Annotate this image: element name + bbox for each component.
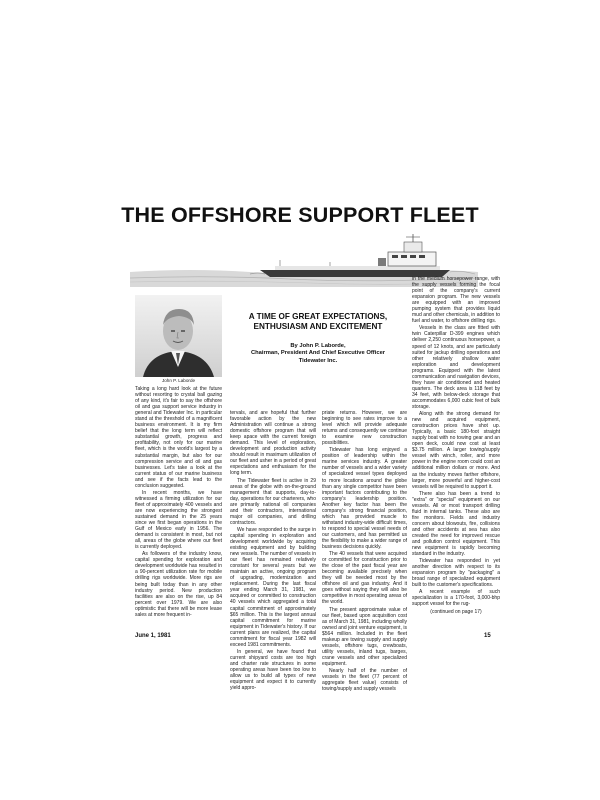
paragraph: The 40 vessels that were acquired or committed for construction prior to the close of the past fiscal year are becoming available precisely when they will be needed most by the offshore oil and gas industry. And it goes without saying they will also be competitive in most operating areas of the world. [322,551,407,606]
paragraph: Taking a long hard look at the future without resorting to crystal ball gazing of any kind, it's fair to say the offshore oil and gas support service industry in general and Tidewater Inc. in particular stand at the threshold of a magnificent business environment. It is my firm belief that the long term will reflect substantial growth, progress and profitability, not only for our marine fleet, which is the world's largest by a substantial margin, but also for our compression service and oil and gas businesses. Let's take a look at the current status of our marine business and see if the facts lead to the conclusion suggested. [135,386,222,489]
paragraph: Along with the strong demand for new and acquired equipment, construction prices have shot up. Typically, a basic 180-foot straight supply boat with no towing gear and an open deck, could now cost at least $3.75 million. A larger towing/supply vessel with winch, roller, and more power in the engine room could cost an additional million dollars or more. And as the industry moves farther offshore, larger, more powerful and higher-cost vessels will be required to support it. [412,411,500,490]
headline: THE OFFSHORE SUPPORT FLEET [121,203,479,227]
paragraph: As followers of the industry know, capital spending for exploration and development worldwide has resulted in a 90-percent utilization rate for mobile drilling rigs worldwide. More rigs are being built today than in any other industry period. New production facilities are also on the rise, up 84 percent over 1979. We are also optimistic that there will be more lease sales at more frequent in- [135,551,222,618]
paragraph: In recent months, we have witnessed a firming utilization for our fleet of approximately 400 vessels and are now experiencing the strongest sustained demand in the 25 years since we first began operations in the Gulf of Mexico early in 1956. The demand is consistent in most, but not all, areas of the globe where our fleet is currently deployed. [135,489,222,551]
paragraph: Vessels in the class are fitted with twin Caterpillar D-399 engines which deliver 2,250 continuous horsepower, a speed of 12 knots, and are particularly suited for jackup drilling operations and other relatively shallow water exploration and development programs. Equipped with the latest communication and navigation devices, they have air conditioned and heated quarters. The deck area is 118 feet by 34 feet, with below-deck storage that accommodates 6,000 cubic feet of bulk storage. [412,325,500,410]
paragraph: A recent example of such specialization is a 170-foot, 3,000-bhp support vessel for the rug- [412,589,500,608]
article-title [230,312,406,332]
portrait-photo [135,295,222,377]
paragraph: There also has been a trend to "extra" or "special" equipment on our vessels. All or most transport drilling fluid in internal tanks. These also are fire monitors. Fields and industry concern about blowouts, fire, collisions and other accidents at sea has also created the need for improved rescue and pollution control equipment. This new equipment is rapidly becoming standard in the industry. [412,490,500,558]
paragraph: tervals, and are hopeful that further favorable action by the new Administration will continue a strong domestic offshore program that will keep apace with the current foreign demand. This level of exploration, development and production activity should result in maximum utilization of our fleet and usher in a period of great expectations and enthusiasm for the long term. [230,410,316,477]
paragraph: We have responded to the surge in capital spending in exploration and development worldwide by acquiring existing equipment and by building new vessels. The number of vessels in our fleet has remained relatively constant for several years but we maintain an active, ongoing program of upgrading, modernization and replacement. During the last fiscal year ending March 31, 1981, we acquired or committed to construction 40 vessels which aggregated a total capital commitment of approximately $65 million. This is the largest annual capital commitment for marine equipment in Tidewater's history. If our current plans are realized, the capital commitment for fiscal year 1982 will exceed 1981 commitments. [230,526,316,648]
byline-company: Tidewater Inc. [298,357,338,364]
column-3 [322,410,407,693]
paragraph: Nearly half of the number of vessels in the fleet (77 percent of aggregate fleet value) consists of towing/supply and supply vessels [322,667,407,693]
paragraph: The Tidewater fleet is active in 29 areas of the globe with on-the-ground management that supports, day-to-day, operations for our charterers, who are primarily national oil companies and their contractors, international major oil companies, and drilling contractors. [230,477,316,526]
page-number: 15 [484,633,491,639]
title-line-2: ENTHUSIASM AND EXCITEMENT [253,322,383,331]
byline-role: Chairman, President And Chief Executive Officer [250,350,386,357]
portrait-caption: John P. Laborde [161,378,196,383]
footer-date: June 1, 1981 [135,633,171,639]
paragraph: Tidewater has long enjoyed a position of leadership within the marine services industry. A greater number of vessels and a wider variety of specialized vessel types deployed to more locations around the globe than any single competitor have been important factors contributing to the company's leadership position. Another key factor has been the company's strong financial position, which has provided muscle to withstand industry-wide difficult times, to respond to special vessel needs of our customers, and has permitted us the flexibility to make a wider range of business decisions quickly. [322,447,407,551]
paragraph: The present approximate value of our fleet, based upon acquisition cost as of March 31, 1981, including wholly owned and joint venture equipment, is $564 million. Included in the fleet makeup are towing supply and supply vessels, offshore tugs, crewboats, utility vessels, inland tugs, barges, crane vessels and other specialized equipment. [322,606,407,667]
byline [230,343,406,365]
column-4 [412,276,500,616]
column-1 [135,386,222,619]
paragraph: Tidewater has responded in yet another direction with respect to its expansion program by "packaging" a broad range of specialized equipment built to the customer's specifications. [412,558,500,589]
title-line-1: A TIME OF GREAT EXPECTATIONS, [248,312,388,321]
paragraph: in the medium horsepower range, with the supply vessels forming the focal point of the company's current expansion program. The new vessels are equipped with an improved pumping system that provides liquid mud and other chemicals, in addition to fuel and water, to offshore drilling rigs. [412,276,500,325]
continued-note: (continued on page 17) [430,608,482,615]
column-2 [230,410,316,692]
paragraph: priate returns. However, we are beginning to see rates improve to a level which will provide adequate returns and consequently we continue to examine new construction possibilities. [322,410,407,447]
paragraph: In general, we have found that current shipyard costs are too high and charter rate structures in some operating areas have been too low to allow us to build all types of new equipment and expect it to currently yield appro- [230,648,316,692]
byline-name: By John P. Laborde, [290,343,346,349]
